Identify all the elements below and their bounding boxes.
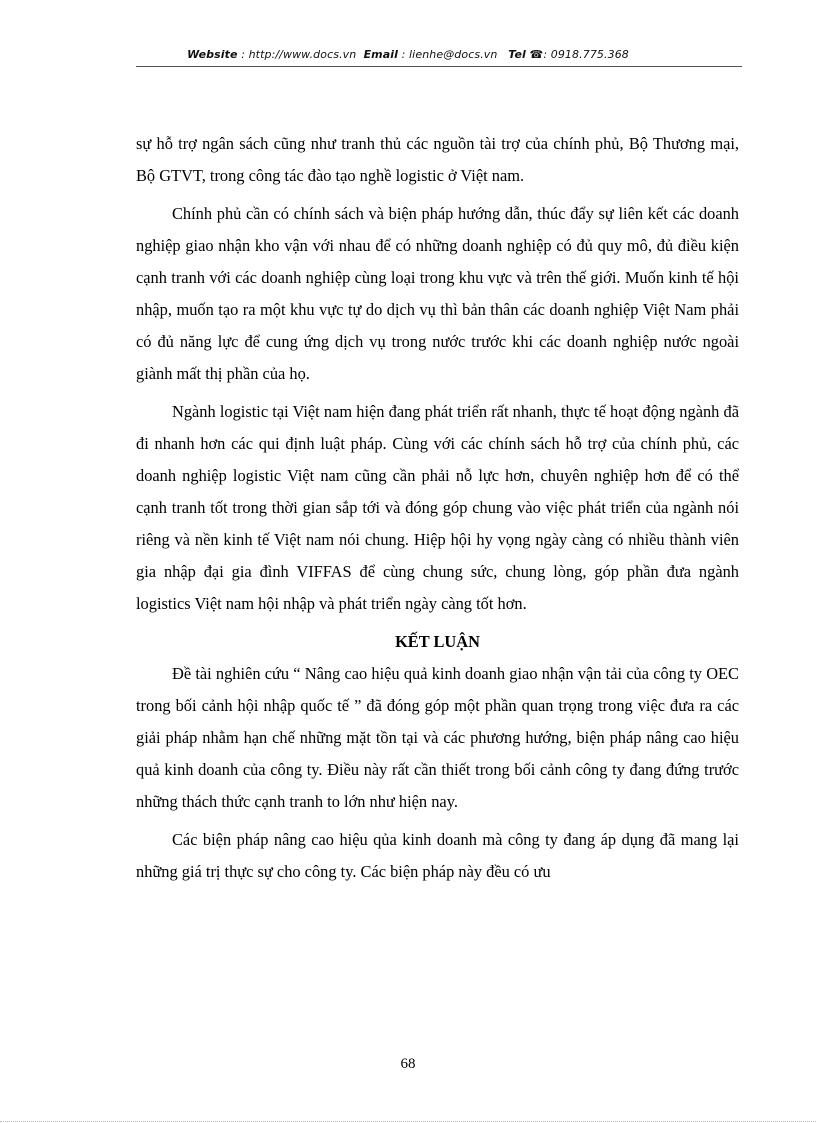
page-header [0, 48, 816, 61]
email-separator: : [398, 48, 410, 61]
bottom-dotted-edge [0, 1121, 816, 1122]
header-divider [136, 66, 742, 67]
website-separator: : [237, 48, 249, 61]
email-link[interactable]: lienhe@docs.vn [409, 48, 498, 61]
body-paragraph-1: sự hỗ trợ ngân sách cũng như tranh thủ các nguồn tài trợ của chính phủ, Bộ Thương mại, Bộ GTVT, trong công tác đào tạo nghề logistic ở Việt nam. [136, 134, 739, 185]
tel-value: : 0918.775.368 [543, 48, 629, 61]
phone-icon: ☎ [529, 48, 544, 61]
body-paragraph-2: Chính phủ cần có chính sách và biện pháp hướng dẫn, thúc đẩy sự liên kết các doanh nghiệp giao nhận kho vận với nhau để có những doanh nghiệp có đủ quy mô, đủ điều kiện cạnh tranh với các doanh nghiệp cùng loại trong khu vực và trên thế giới. Muốn kinh tế hội nhập, muốn tạo ra một khu vực tự do dịch vụ thì bản thân các doanh nghiệp Việt Nam phải có đủ năng lực để cung ứng dịch vụ trong nước trước khi các doanh nghiệp nước ngoài giành mất thị phần của họ. [136, 204, 739, 383]
conclusion-paragraph-1: Đề tài nghiên cứu “ Nâng cao hiệu quả kinh doanh giao nhận vận tải của công ty OEC trong bối cảnh hội nhập quốc tế ” đã đóng góp một phần quan trọng trong việc đưa ra các giải pháp nhằm hạn chế những mặt tồn tại và các phương hướng, biện pháp nâng cao hiệu quả kinh doanh của công ty. Điều này rất cần thiết trong bối cảnh công ty đang đứng trước những thách thức cạnh tranh to lớn như hiện nay. [136, 664, 739, 811]
website-link[interactable]: http://www.docs.vn [248, 48, 357, 61]
body-paragraph-3: Ngành logistic tại Việt nam hiện đang phát triển rất nhanh, thực tế hoạt động ngành đã đi nhanh hơn các qui định luật pháp. Cùng với các chính sách hỗ trợ của chính phủ, các doanh nghiệp logistic Việt nam cũng cần phải nỗ lực hơn, chuyên nghiệp hơn để có thể cạnh tranh tốt trong thời gian sắp tới và đóng góp chung vào việc phát triển của ngành nói riêng và nền kinh tế Việt nam nói chung. Hiệp hội hy vọng ngày càng có nhiều thành viên gia nhập đại gia đình VIFFAS để cùng chung sức, chung lòng, góp phần đưa ngành logistics Việt nam hội nhập và phát triển ngày càng tốt hơn. [136, 402, 739, 613]
page-body [136, 128, 739, 894]
tel-label: Tel [508, 48, 526, 61]
page-number: 68 [400, 1056, 416, 1072]
website-label: Website [187, 48, 238, 61]
email-label: Email [363, 48, 399, 61]
conclusion-heading: KẾT LUẬN [395, 632, 480, 651]
conclusion-paragraph-2: Các biện pháp nâng cao hiệu qủa kinh doanh mà công ty đang áp dụng đã mang lại những giá trị thực sự cho công ty. Các biện pháp này đều có ưu [136, 830, 739, 881]
